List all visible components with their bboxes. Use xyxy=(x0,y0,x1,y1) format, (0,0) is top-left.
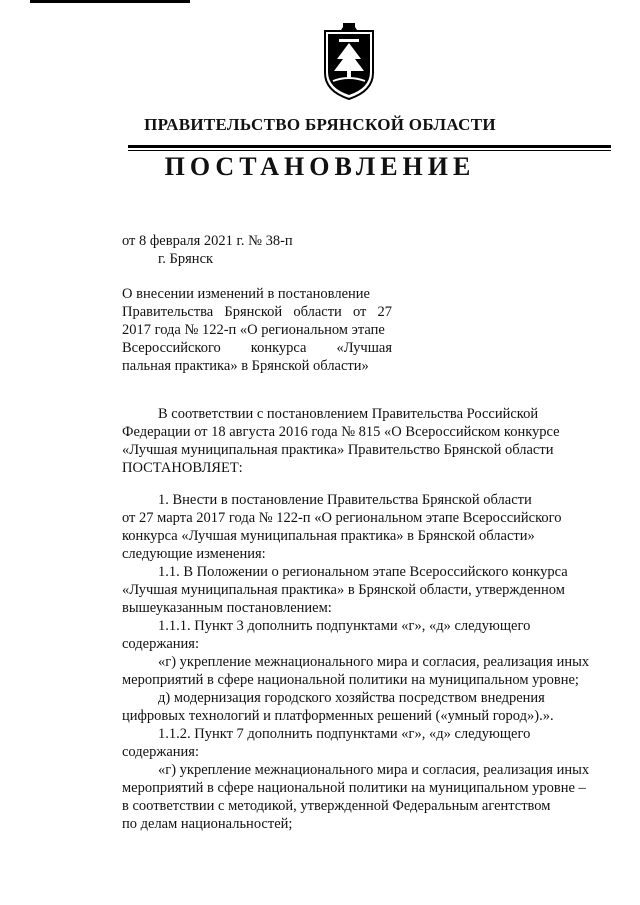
body-line: 1. Внести в постановление Правительства Брянской области xyxy=(158,492,532,508)
preamble-line: Федерации от 18 августа 2016 года № 815 «О Всероссийском конкурсе xyxy=(122,424,560,440)
body-line: 1.1. В Положении о региональном этапе Всероссийского конкурса xyxy=(158,564,568,580)
item-1-1-1 xyxy=(158,617,612,653)
body-line: мероприятий в сфере национальной политики на муниципальном уровне; xyxy=(122,672,579,688)
title-line: Правительства Брянской области от 27 xyxy=(122,304,392,320)
preamble-line: «Лучшая муниципальная практика» Правительство Брянской области xyxy=(122,442,554,458)
body-line: содержания: xyxy=(122,744,200,760)
body-line: 1.1.2. Пункт 7 дополнить подпунктами «г», «д» следующего xyxy=(158,726,531,742)
body-line: 1.1.1. Пункт 3 дополнить подпунктами «г», «д» следующего xyxy=(158,618,531,634)
body-line: от 27 марта 2017 года № 122-п «О региональном этапе Всероссийского xyxy=(122,510,562,526)
header-rule-thick xyxy=(128,145,611,148)
body-line: д) модернизация городского хозяйства посредством внедрения xyxy=(158,690,545,706)
body-line: содержания: xyxy=(122,636,200,652)
preamble-line: В соответствии с постановлением Правительства Российской xyxy=(158,406,539,422)
title-line: 2017 года № 122-п «О региональном этапе xyxy=(122,322,385,338)
body-line: мероприятий в сфере национальной политики на муниципальном уровне – xyxy=(122,780,586,796)
body-line: вышеуказанным постановлением: xyxy=(122,600,332,616)
document-type: ПОСТАНОВЛЕНИЕ xyxy=(164,152,476,181)
bryansk-coat-of-arms-icon xyxy=(319,21,379,101)
date-and-number: от 8 февраля 2021 г. № 38-п xyxy=(122,233,293,249)
city: г. Брянск xyxy=(158,251,214,267)
body-line: конкурса «Лучшая муниципальная практика» в Брянской области» xyxy=(122,528,535,544)
title-line: пальная практика» в Брянской области» xyxy=(122,358,369,374)
body-line: «Лучшая муниципальная практика» в Брянской области, утвержденном xyxy=(122,582,565,598)
body-line: следующие изменения: xyxy=(122,546,266,562)
body-line: в соответствии с методикой, утвержденной Федеральным агентством xyxy=(122,798,551,814)
title-line: О внесении изменений в постановление xyxy=(122,286,370,302)
title-line: Всероссийского конкурса «Лучшая xyxy=(122,340,392,356)
header-rule-thin xyxy=(128,150,611,151)
resolves-line: ПОСТАНОВЛЯЕТ: xyxy=(122,460,243,476)
government-name: ПРАВИТЕЛЬСТВО БРЯНСКОЙ ОБЛАСТИ xyxy=(144,115,496,134)
body-line: цифровых технологий и платформенных решений («умный город»).». xyxy=(122,708,554,724)
body-line: «г) укрепление межнационального мира и согласия, реализация иных xyxy=(158,654,590,670)
body-line: по делам национальностей; xyxy=(122,816,293,832)
top-edge-line xyxy=(30,0,190,3)
body-line: «г) укрепление межнационального мира и согласия, реализация иных xyxy=(158,762,590,778)
item-1-1-2 xyxy=(158,725,612,761)
